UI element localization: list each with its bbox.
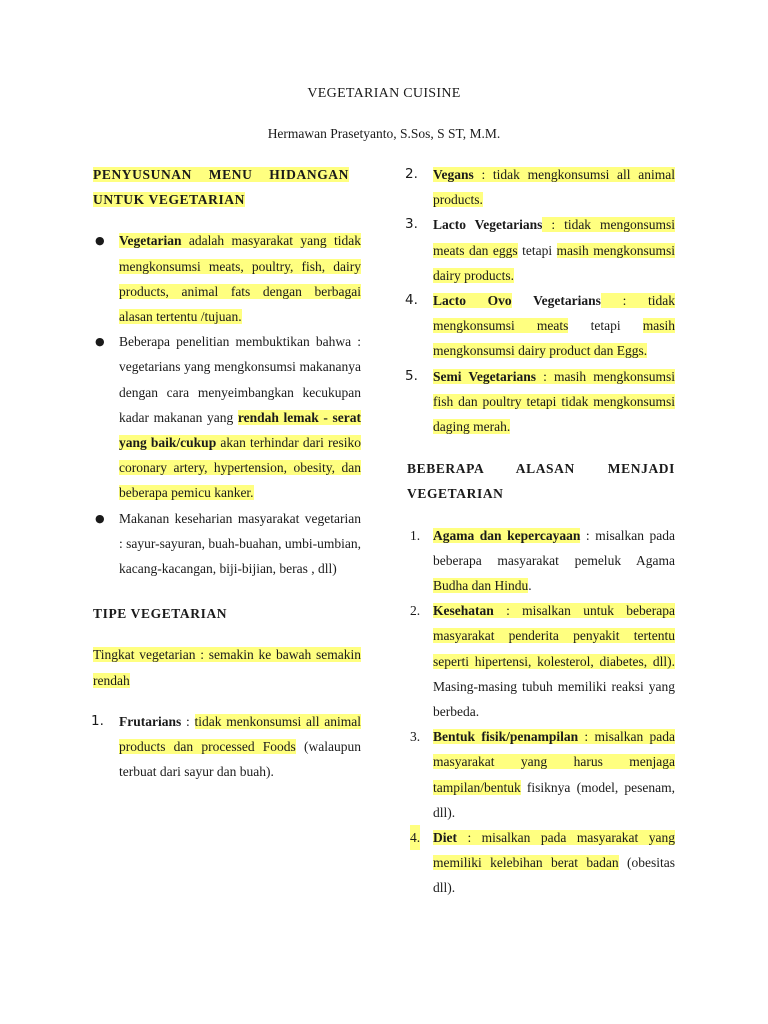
type-item-vegans: 2. Vegans : tidak mengkonsumsi all animal products. <box>405 166 675 208</box>
bullet-item: ● Makanan keseharian masyarakat vegetarian : sayur-sayuran, buah-buahan, umbi-umbian, kacang-kacangan, biji-bijian, beras , dll) <box>93 506 361 582</box>
document-author: Hermawan Prasetyanto, S.Sos, S ST, M.M. <box>267 126 501 141</box>
right-column <box>407 162 675 901</box>
section-heading-tipe: TIPE VEGETARIAN <box>93 606 228 622</box>
reason-item-bentuk: 3. Bentuk fisik/penampilan : misalkan pada masyarakat yang harus menjaga tampilan/bentuk fisiknya (model, pesenam, dll). <box>410 729 675 820</box>
type-list-right <box>407 162 675 439</box>
type-item-frutarians: 1. Frutarians : tidak menkonsumsi all animal products dan processed Foods (walaupun terbuat dari sayur dan buah). <box>91 712 361 780</box>
bullet-item: ● Vegetarian adalah masyarakat yang tidak mengkonsumsi meats, poultry, fish, dairy products, animal fats dengan berbagai alasan tertentu /tujuan. <box>93 228 361 329</box>
reason-item-kesehatan: 2. Kesehatan : misalkan untuk beberapa masyarakat penderita penyakit tertentu seperti hipertensi, kolesterol, diabetes, dll). Masing-masing tubuh memiliki reaksi yang berbeda. <box>410 603 675 720</box>
type-item-semi: 5. Semi Vegetarians : masih mengkonsumsi fish dan poultry tetapi tidak mengkonsumsi daging merah. <box>405 367 675 435</box>
bullet-marker: ● <box>95 511 105 525</box>
term-vegetarian: Vegetarian <box>119 233 182 249</box>
type-list-left <box>93 709 361 785</box>
section-heading-menu: PENYUSUNAN MENU HIDANGAN UNTUK VEGETARIAN <box>93 167 349 208</box>
vegetarian-bullet-list <box>93 228 361 581</box>
document-title: VEGETARIAN CUISINE <box>307 86 461 101</box>
bullet-marker: ● <box>95 335 105 349</box>
type-item-lacto: 3. Lacto Vegetarians : tidak mengonsumsi meats dan eggs tetapi masih mengkonsumsi dairy products. <box>405 216 675 283</box>
left-column <box>93 162 361 784</box>
reason-item-agama: 1. Agama dan kepercayaan : misalkan pada beberapa masyarakat pemeluk Agama Budha dan Hindu. <box>410 527 675 594</box>
tingkat-paragraph: Tingkat vegetarian : semakin ke bawah semakin rendah <box>93 647 361 688</box>
bullet-item: ● Beberapa penelitian membuktikan bahwa : vegetarians yang mengkonsumsi makananya dengan cara menyeimbangkan kecukupan kadar makanan yang rendah lemak - serat yang baik/cukup akan terhindar dari resiko coronary artery, hypertension, obesity, dan beberapa pemicu kanker. <box>93 329 361 505</box>
reason-item-diet: 4. Diet : misalkan pada masyarakat yang memiliki kelebihan berat badan (obesitas dll). <box>407 825 675 901</box>
section-heading-alasan: BEBERAPA ALASAN MENJADI VEGETARIAN <box>407 461 675 502</box>
bullet-marker: ● <box>95 234 105 248</box>
type-item-lacto-ovo: 4. Lacto Ovo Vegetarians : tidak mengkonsumsi meats tetapi masih mengkonsumsi dairy product dan Eggs. <box>405 292 675 359</box>
reason-list <box>407 523 675 901</box>
